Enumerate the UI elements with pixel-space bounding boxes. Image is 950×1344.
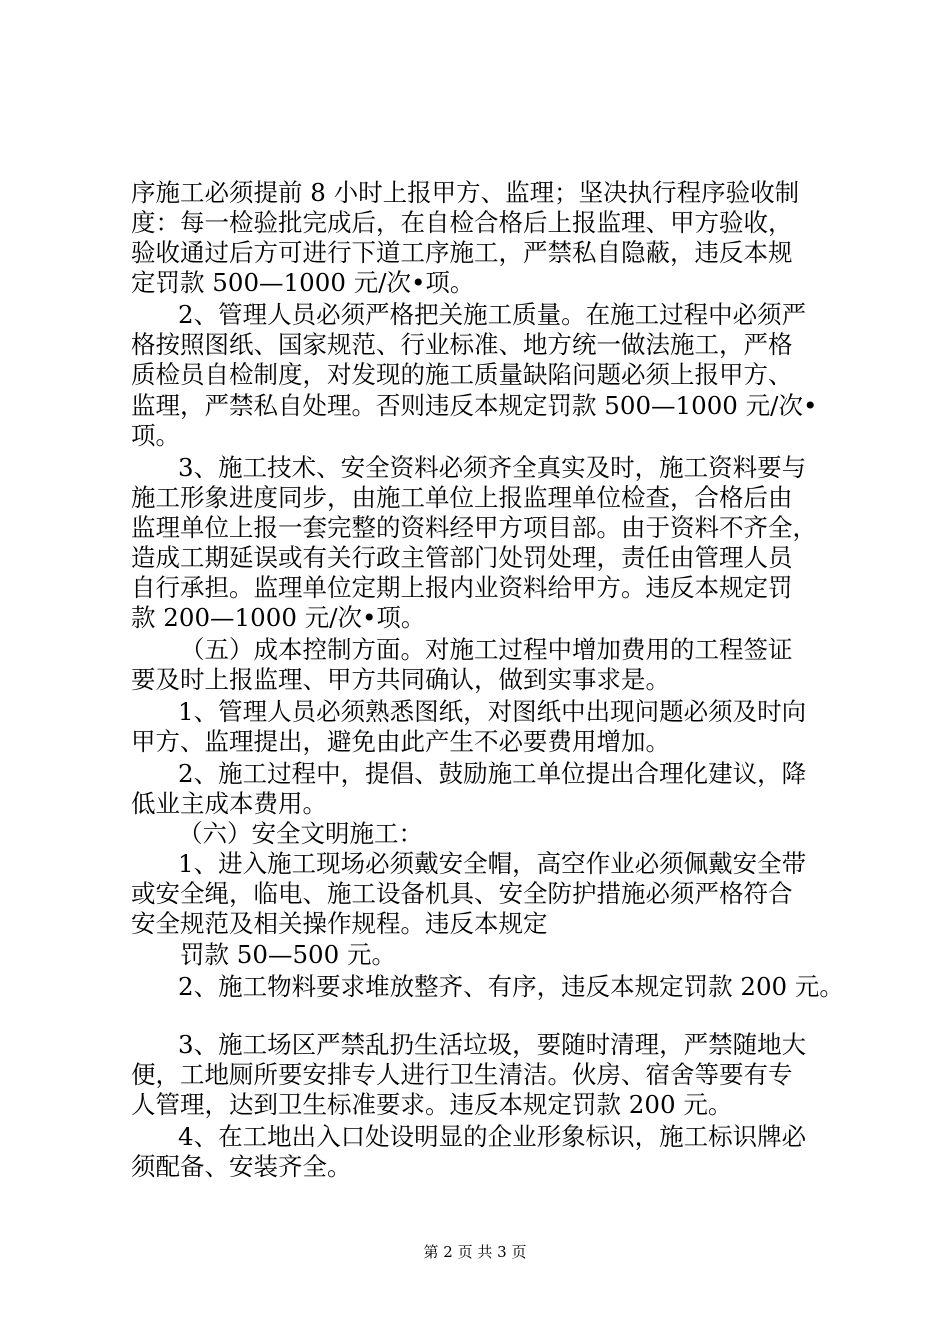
page-footer: 第 2 页 共 3 页	[423, 1243, 527, 1261]
text-line-32: 须配备、安装齐全。	[131, 1152, 352, 1181]
section-heading-6: （六）安全文明施工：	[178, 819, 423, 848]
text-line-13: 造成工期延误或有关行政主管部门处罚处理，责任由管理人员	[131, 543, 793, 572]
text-line-10: 3、施工技术、安全资料必须齐全真实及时，施工资料要与	[178, 453, 807, 482]
text-line-25: 安全规范及相关操作规程。违反本规定	[131, 909, 548, 938]
text-line-29: 便，工地厕所要安排专人进行卫生清洁。伙房、宿舍等要有专	[131, 1060, 793, 1089]
text-line-4: 定罚款 500—1000 元/次•项。	[131, 268, 475, 297]
text-line-21: 低业主成本费用。	[131, 789, 327, 818]
text-line-7: 质检员自检制度，对发现的施工质量缺陷问题必须上报甲方、	[131, 360, 793, 389]
text-line-6: 格按照图纸、国家规范、行业标准、地方统一做法施工，严格	[131, 330, 793, 359]
text-line-17: 要及时上报监理、甲方共同确认，做到实事求是。	[131, 665, 670, 694]
text-line-20: 2、施工过程中，提倡、鼓励施工单位提出合理化建议，降	[178, 759, 807, 788]
text-line-31: 4、在工地出入口处设明显的企业形象标识，施工标识牌必	[178, 1122, 807, 1151]
text-line-8: 监理，严禁私自处理。否则违反本规定罚款 500—1000 元/次•	[131, 391, 818, 420]
text-line-18: 1、管理人员必须熟悉图纸，对图纸中出现问题必须及时向	[178, 697, 807, 726]
text-line-1: 序施工必须提前 8 小时上报甲方、监理；坚决执行程序验收制	[131, 178, 800, 207]
text-line-28: 3、施工场区严禁乱扔生活垃圾，要随时清理，严禁随地大	[178, 1030, 807, 1059]
text-line-14: 自行承担。监理单位定期上报内业资料给甲方。违反本规定罚	[131, 573, 793, 602]
text-line-9: 项。	[131, 421, 180, 450]
text-line-2: 度：每一检验批完成后，在自检合格后上报监理、甲方验收，	[131, 208, 793, 237]
text-line-3: 验收通过后方可进行下道工序施工，严禁私自隐蔽，违反本规	[131, 238, 793, 267]
text-line-19: 甲方、监理提出，避免由此产生不必要费用增加。	[131, 727, 670, 756]
text-line-26: 罚款 50—500 元。	[180, 940, 397, 969]
section-heading-5: （五）成本控制方面。对施工过程中增加费用的工程签证	[180, 635, 793, 664]
text-line-23: 1、进入施工现场必须戴安全帽，高空作业必须佩戴安全带	[178, 849, 807, 878]
text-line-12: 监理单位上报一套完整的资料经甲方项目部。由于资料不齐全，	[131, 513, 817, 542]
text-line-5: 2、管理人员必须严格把关施工质量。在施工过程中必须严	[178, 300, 807, 329]
text-line-11: 施工形象进度同步，由施工单位上报监理单位检查，合格后由	[131, 483, 793, 512]
text-line-15: 款 200—1000 元/次•项。	[131, 603, 426, 632]
text-line-24: 或安全绳，临电、施工设备机具、安全防护措施必须严格符合	[131, 879, 793, 908]
text-line-30: 人管理，达到卫生标准要求。违反本规定罚款 200 元。	[131, 1090, 733, 1119]
text-line-27: 2、施工物料要求堆放整齐、有序，违反本规定罚款 200 元。	[178, 972, 844, 1001]
